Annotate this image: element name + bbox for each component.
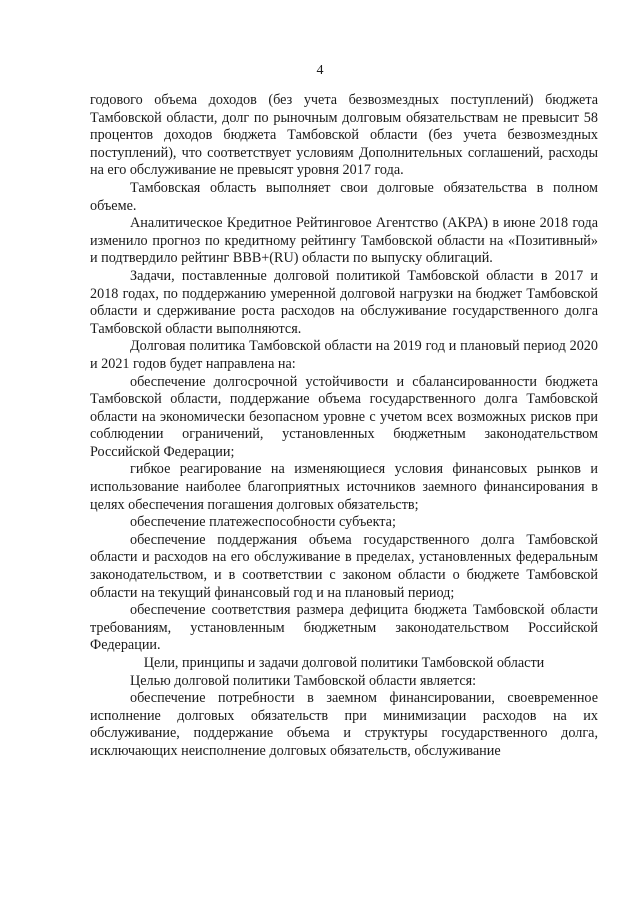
- paragraph-8: обеспечение платежеспособности субъекта;: [130, 514, 396, 531]
- paragraph-7: гибкое реагирование на изменяющиеся условия финансовых рынков и использование наиболее благоприятных источников заемного финансирования в целях обеспечения погашения долговых обязательств;: [90, 461, 598, 513]
- paragraph-6: обеспечение долгосрочной устойчивости и сбалансированности бюджета Тамбовской области, поддержание объема государственного долга Тамбовской области на экономически безопасном уровне с учетом всех возможных рисков при соблюдении ограничений, установленных бюджетным законодательством Российской Федерации;: [90, 373, 598, 460]
- paragraph-12: обеспечение потребности в заемном финансировании, своевременное исполнение долговых обязательств при минимизации расходов на их обслуживание, поддержание объема и структуры государственного долга, исключающих неисполнение долговых обязательств, обслуживание: [90, 690, 598, 759]
- document-body: [90, 92, 598, 761]
- paragraph-9: обеспечение поддержания объема государственного долга Тамбовской области и расходов на его обслуживание в пределах, установленных федеральным законодательством, и в соответствии с законом области о бюджете Тамбовской области на текущий финансовый год и на плановый период;: [90, 531, 598, 601]
- paragraph-1: годового объема доходов (без учета безвозмездных поступлений) бюджета Тамбовской области, долг по рыночным долговым обязательствам не превысит 58 процентов доходов бюджета Тамбовской области (без учета безвозмездных поступлений), что соответствует условиям Дополнительных соглашений, расходы на его обслуживание не превысят уровня 2017 года.: [90, 92, 598, 179]
- page-number: 4: [316, 63, 324, 78]
- section-heading: Цели, принципы и задачи долговой политики Тамбовской области: [143, 655, 545, 671]
- paragraph-3: Аналитическое Кредитное Рейтинговое Агентство (АКРА) в июне 2018 года изменило прогноз по кредитному рейтингу Тамбовской области на «Позитивный» и подтвердило рейтинг BBB+(RU) области по выпуску облигаций.: [90, 215, 598, 267]
- paragraph-11: Целью долговой политики Тамбовской области является:: [130, 672, 477, 689]
- paragraph-5: Долговая политика Тамбовской области на 2019 год и плановый период 2020 и 2021 годов будет направлена на:: [90, 338, 598, 372]
- paragraph-2: Тамбовская область выполняет свои долговые обязательства в полном объеме.: [90, 179, 598, 214]
- paragraph-4: Задачи, поставленные долговой политикой Тамбовской области в 2017 и 2018 годах, по поддержанию умеренной долговой нагрузки на бюджет Тамбовской области и сдерживание роста расходов на обслуживание государственного долга Тамбовской области выполняются.: [90, 267, 598, 337]
- paragraph-10: обеспечение соответствия размера дефицита бюджета Тамбовской области требованиям, установленным бюджетным законодательством Российской Федерации.: [90, 602, 598, 654]
